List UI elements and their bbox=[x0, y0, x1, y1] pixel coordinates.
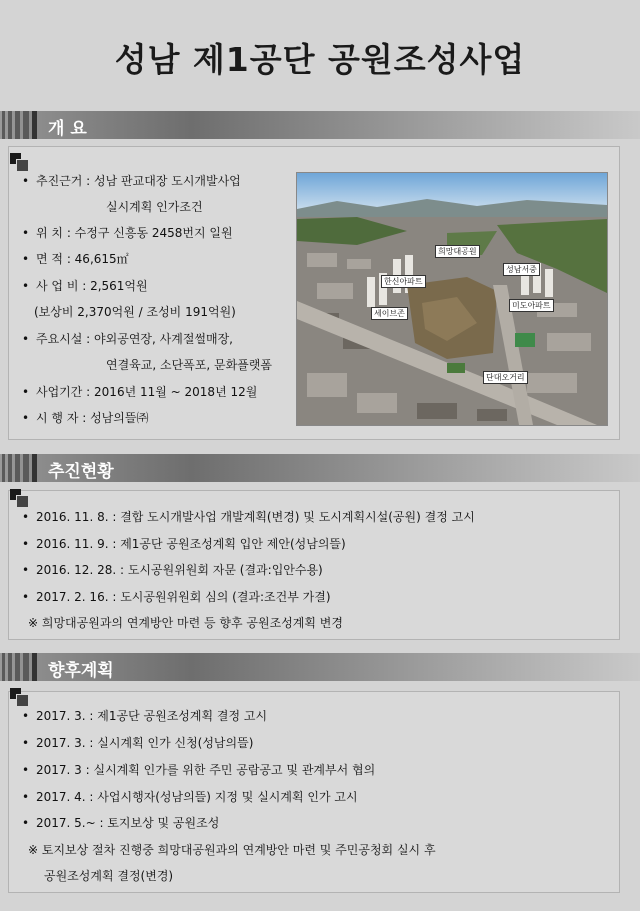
section-header-progress bbox=[0, 454, 640, 482]
photo-label: 세이브존 bbox=[371, 307, 408, 320]
list-item: • 2017. 4. : 사업시행자(성남의뜰) 지정 및 실시계획 인가 고시 bbox=[22, 790, 358, 804]
section-title: 개 요 bbox=[48, 119, 87, 139]
list-item: • 주요시설 : 야외공연장, 사계절썰매장, bbox=[22, 332, 233, 346]
list-item: • 시 행 자 : 성남의뜰㈜ bbox=[22, 411, 149, 425]
note: ※ 희망대공원과의 연계방안 마련 등 향후 공원조성계획 변경 bbox=[28, 616, 343, 630]
section-title: 추진현황 bbox=[48, 462, 114, 482]
section-marker-icon bbox=[10, 489, 30, 507]
list-item-cont: (보상비 2,370억원 / 조성비 191억원) bbox=[34, 305, 236, 319]
page-title: 성남 제1공단 공원조성사업 bbox=[114, 40, 526, 79]
list-item: • 사 업 비 : 2,561억원 bbox=[22, 279, 148, 293]
list-item: • 2017. 3 : 실시계획 인가를 위한 주민 공람공고 및 관계부서 협의 bbox=[22, 763, 376, 777]
list-item: • 2016. 11. 9. : 제1공단 공원조성계획 입안 제안(성남의뜰) bbox=[22, 537, 346, 551]
photo-label: 성남서중 bbox=[503, 263, 540, 276]
section-header-plan bbox=[0, 653, 640, 681]
list-item: • 2017. 5.~ : 토지보상 및 공원조성 bbox=[22, 816, 220, 830]
note-cont: 공원조성계획 결정(변경) bbox=[44, 869, 174, 883]
list-item-cont: 실시계획 인가조건 bbox=[106, 200, 203, 214]
list-item: • 사업기간 : 2016년 11월 ~ 2018년 12월 bbox=[22, 385, 258, 399]
section-header-overview bbox=[0, 111, 640, 139]
list-item: • 2016. 12. 28. : 도시공원위원회 자문 (결과:입안수용) bbox=[22, 563, 323, 577]
photo-label: 한신아파트 bbox=[381, 275, 426, 288]
photo-label: 미도아파트 bbox=[509, 299, 554, 312]
list-item: • 추진근거 : 성남 판교대장 도시개발사업 bbox=[22, 174, 241, 188]
list-item: • 면 적 : 46,615㎡ bbox=[22, 252, 129, 266]
list-item: • 위 치 : 수정구 신흥동 2458번지 일원 bbox=[22, 226, 233, 240]
photo-label: 희망대공원 bbox=[435, 245, 480, 258]
photo-label: 단대오거리 bbox=[483, 371, 528, 384]
note: ※ 토지보상 절차 진행중 희망대공원과의 연계방안 마련 및 주민공청회 실시 후 bbox=[28, 843, 436, 857]
list-item: • 2016. 11. 8. : 결합 도시개발사업 개발계획(변경) 및 도시계획시설(공원) 결정 고시 bbox=[22, 510, 475, 524]
list-item: • 2017. 3. : 제1공단 공원조성계획 결정 고시 bbox=[22, 709, 268, 723]
section-title: 향후계획 bbox=[48, 661, 114, 681]
list-item: • 2017. 2. 16. : 도시공원위원회 심의 (결과:조건부 가결) bbox=[22, 590, 331, 604]
section-marker-icon bbox=[10, 153, 30, 171]
section-marker-icon bbox=[10, 688, 30, 706]
list-item-cont: 연결육교, 소단폭포, 문화플랫폼 bbox=[106, 358, 272, 372]
aerial-photo bbox=[296, 172, 608, 426]
list-item: • 2017. 3. : 실시계획 인가 신청(성남의뜰) bbox=[22, 736, 254, 750]
